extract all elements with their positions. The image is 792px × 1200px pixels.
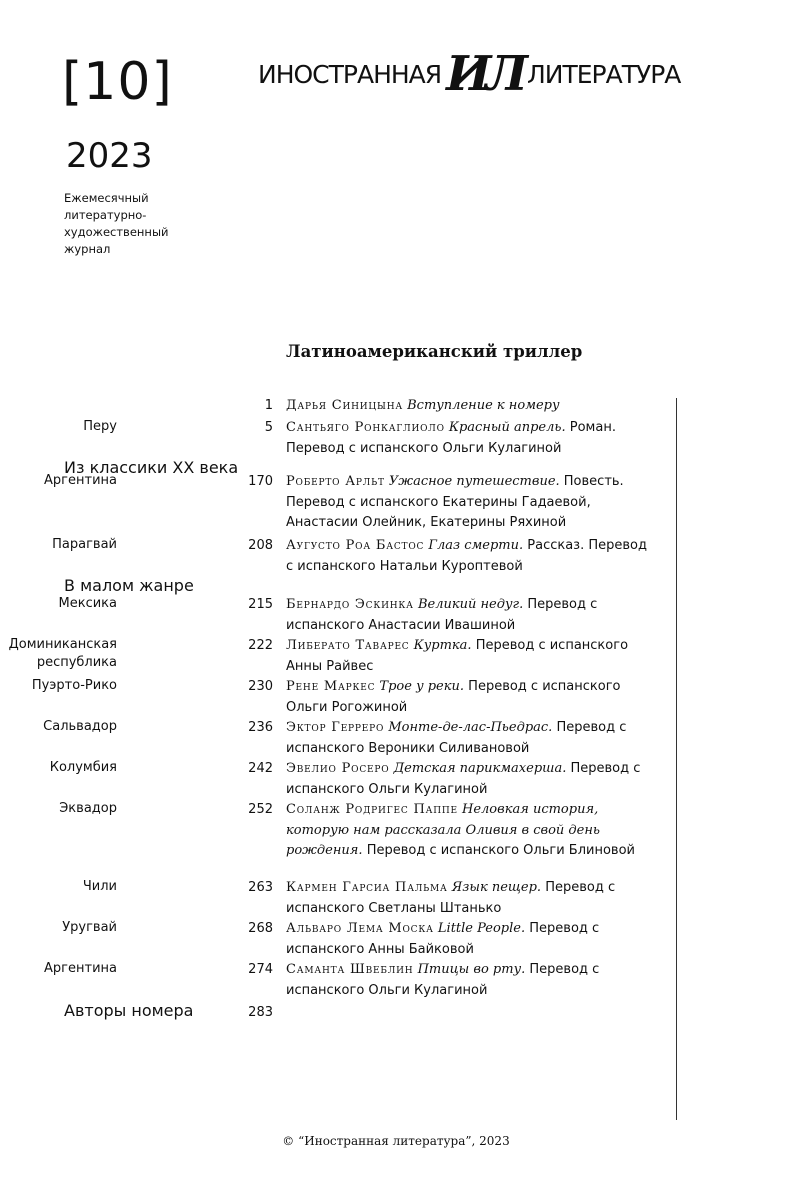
description-line: Ежемесячный [64,191,149,205]
entry-author: Эктор Герреро [286,720,385,735]
entry-author: Кармен Гарсиа Пальма [286,880,448,895]
entry-title: Язык пещер. [451,880,542,895]
country-label: Аргентина [44,473,117,488]
entry-author: Роберто Арльт [286,474,385,489]
entry-title: Великий недуг. [417,597,524,612]
section-authors: Авторы номера [64,1001,194,1020]
entry-author: Соланж Родригес Паппе [286,802,458,817]
entry-text[interactable] [286,418,658,459]
entry-text[interactable] [286,718,658,759]
page-number[interactable]: 242 [248,761,273,776]
description-line: литературно- [64,208,147,222]
issue-heading: Латиноамериканский триллер [286,342,583,361]
page-number[interactable]: 1 [264,398,273,413]
country-label: Колумбия [49,760,117,775]
copyright-footer: © “Иностранная литература”, 2023 [282,1134,510,1148]
entry-title: Куртка. [413,638,472,653]
page-number[interactable]: 236 [248,720,273,735]
page-number[interactable]: 252 [248,802,273,817]
entry-text[interactable] [286,677,658,718]
entry-title: Little People. [437,921,526,936]
country-label: Уругвай [62,920,117,935]
entry-author: Эвелио Росеро [286,761,390,776]
entry-details: Перевод с испанского Анастасии Ивашиной [286,597,598,633]
entry-details: Перевод с испанского Ольги Кулагиной [286,761,641,797]
logo-mark: ИЛ [446,46,522,102]
entry-text[interactable] [286,536,658,577]
divider-line [676,398,677,1120]
page-number[interactable]: 274 [248,962,273,977]
country-label: Мексика [58,596,117,611]
country-label: Парагвай [52,537,117,552]
page-number[interactable]: 5 [264,420,273,435]
logo-right-text: ЛИТЕРАТУРА [526,59,681,89]
country-label: Доминиканская республика [8,637,117,670]
country-label: Пуэрто-Рико [31,678,117,693]
entry-author: Дарья Синицына [286,398,403,413]
logo-left-text: ИНОСТРАННАЯ [258,59,442,89]
entry-title: Ужасное путешествие. [388,474,560,489]
entry-author: Саманта Швеблин [286,962,414,977]
page-number[interactable]: 222 [248,638,273,653]
description-line: художественный [64,225,169,239]
entry-title: Красный апрель. [448,420,566,435]
entry-text[interactable] [286,636,658,677]
entry-details: Перевод с испанского Вероники Силивановой [286,720,627,756]
entry-details: Рассказ. Перевод с испанского Натальи Куроптевой [286,538,647,574]
journal-logo [258,46,681,102]
entry-title: Вступление к номеру [407,398,560,413]
entry-title: Неловкая история, которую нам рассказала Оливия в свой день рождения. [286,802,600,858]
entry-title: Глаз смерти. [428,538,524,553]
issue-number: [10] [62,52,173,112]
entry-text[interactable] [286,800,658,862]
entry-details: Перевод с испанского Ольги Рогожиной [286,679,621,715]
entry-title: Трое у реки. [379,679,465,694]
entry-text[interactable] [286,472,658,534]
entry-text[interactable] [286,396,658,417]
entry-text[interactable] [286,960,658,1001]
description-line: журнал [64,242,111,256]
entry-text[interactable] [286,878,658,919]
entry-details: Повесть. Перевод с испанского Екатерины Гадаевой, Анастасии Олейник, Екатерины Ряхиной [286,474,624,530]
page-number[interactable]: 208 [248,538,273,553]
entry-author: Бернардо Эскинка [286,597,414,612]
page-number[interactable]: 268 [248,921,273,936]
country-label: Сальвадор [43,719,117,734]
entry-details: Роман. Перевод с испанского Ольги Кулагиной [286,420,616,456]
entry-text[interactable] [286,919,658,960]
entry-details: Перевод с испанского Ольги Блиновой [366,843,635,858]
entry-details: Перевод с испанского Анны Байковой [286,921,600,957]
entry-details: Перевод с испанского Ольги Кулагиной [286,962,600,998]
entry-text[interactable] [286,759,658,800]
country-label: Чили [82,879,117,894]
entry-details: Перевод с испанского Светланы Штанько [286,880,616,916]
entry-author: Либерато Таварес [286,638,410,653]
entry-author: Сантьяго Ронкаглиоло [286,420,445,435]
country-label: Перу [83,419,117,434]
entry-title: Птицы во рту. [417,962,526,977]
entry-title: Монте-де-лас-Пьедрас. [388,720,553,735]
issue-year: 2023 [66,136,153,176]
entry-text[interactable] [286,595,658,636]
country-label: Эквадор [59,801,117,816]
entry-author: Рене Маркес [286,679,376,694]
page-number[interactable]: 230 [248,679,273,694]
page-number[interactable]: 170 [248,474,273,489]
entry-title: Детская парикмахерша. [393,761,567,776]
entry-author: Аугусто Роа Бастос [286,538,425,553]
page-number[interactable]: 283 [248,1005,273,1020]
entry-details: Перевод с испанского Анны Райвес [286,638,629,674]
section-small-genre: В малом жанре [64,576,194,595]
entry-author: Альваро Лема Моска [286,921,434,936]
section-classics: Из классики XX века [64,458,239,477]
page-number[interactable]: 215 [248,597,273,612]
page-number[interactable]: 263 [248,880,273,895]
country-label: Аргентина [44,961,117,976]
journal-description [64,190,204,258]
